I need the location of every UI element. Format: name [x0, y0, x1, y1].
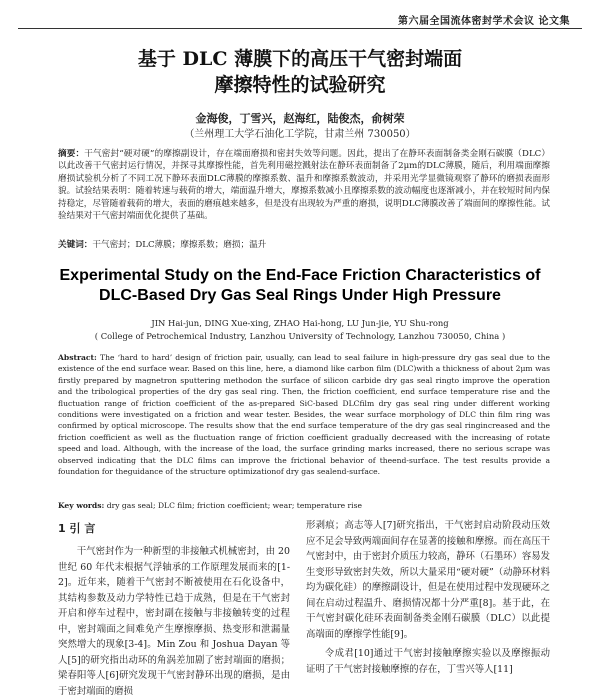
- keywords-cn: [58, 239, 550, 251]
- abstract-cn-text: 干气密封“硬对硬”的摩擦副设计，存在端面磨损和密封失效等问题。因此，提出了在静环表面制备类金刚石碳膜（DLC）以此改善干气密封运行情况，并探寻其摩擦性能，首先利用磁控溅射法在静环表面制备了2μm的DLC薄膜，随后，利用端面摩擦磨损试验机分析了不同工况下静环表面DLC薄膜的摩擦系数、温升和摩擦系数波动，并采用光学显微镜观察了静环的磨损表面形貌。试验结果表明：随着转速与载荷的增大，端面温升增大，摩擦系数减小且摩擦系数的波动幅度也逐渐减小，并在较短时间内保持稳定，尽管随着载荷的增大，表面的磨痕越来越多，但是没有出现较为严重的磨损，说明DLC薄膜改善了端面间的摩擦性能。试验结果对干气密封端面优化提供了基础。: [58, 149, 550, 222]
- abstract-en: [58, 352, 550, 477]
- body-paragraph: 干气密封作为一种新型的非接触式机械密封，由 20 世纪 60 年代末根据气浮轴承的工作原理发展而来的[1-2]。近年来，随着干气密封不断被使用在石化设备中，其结构参数及动力学特性已趋于成熟，但是在干气密封开启和停车过程中，密封副在接触与非接触转变的过程中，密封端面之间难免产生摩擦摩损、热变形和泄漏量突然增大的现象[3-4]。Min Zou 和 Joshua Dayan 等人[5]的研究指出动环的角涡差加剧了密封端面的磨损；梁春阳等人[6]研究发现干气密封静环出现的磨损，是由于密封端面的磨损: [58, 546, 290, 697]
- header-rule: [18, 28, 582, 29]
- title-cn-line-1: 基于 DLC 薄膜下的高压干气密封端面: [137, 48, 463, 70]
- body-paragraph: 令成君[10]通过干气密封接触摩擦实验以及摩擦振动证明了干气密封接触摩擦的存在，丁雪兴等人[11]: [306, 648, 550, 675]
- title-cn-line-2: 摩擦特性的试验研究: [214, 74, 386, 96]
- abstract-cn: [58, 148, 550, 222]
- running-head: 第六届全国流体密封学术会议 论文集: [398, 16, 570, 27]
- abstract-cn-label: 摘要：: [58, 149, 85, 159]
- body-column-right: [306, 518, 550, 677]
- body-column-left: [58, 522, 290, 699]
- title-cn: [0, 46, 600, 98]
- title-en-line-1: Experimental Study on the End-Face Friction Characteristics of: [59, 267, 541, 284]
- body-paragraph-continued: 形剥痕；高志等人[7]研究指出，干气密封启动阶段动压效应不足会导致两端面间存在显著的接触和摩擦。而在高压干气密封中，由于密封介质压力较高，静环（石墨环）容易发生变形导致密封失效，所以大量采用“硬对硬”（动静环材料均为碳化硅）的摩擦副设计，但是在使用过程中发现硬环之间在启动过程温升、磨损情况都十分严重[8]。基于此，在干气密封碳化硅环表面制备类金刚石碳膜（DLC）以此提高端面的摩擦学性能[9]。: [306, 520, 550, 640]
- abstract-en-label: Abstract:: [58, 353, 97, 362]
- affiliation-cn: （兰州理工大学石油化工学院，甘肃兰州 730050）: [184, 129, 416, 140]
- authors-cn: 金海俊，丁雪兴，赵海红，陆俊杰，俞树荣: [195, 112, 405, 125]
- keywords-en: [58, 500, 550, 511]
- keywords-en-text: dry gas seal; DLC film; friction coefficient; wear; temperature rise: [106, 501, 362, 510]
- title-en-line-2: DLC-Based Dry Gas Seal Rings Under High Pressure: [99, 287, 501, 304]
- keywords-cn-label: 关键词：: [58, 240, 93, 250]
- affiliation-en: ( College of Petrochemical Industry, Lanzhou University of Technology, Lanzhou 730050, China ): [94, 331, 506, 341]
- keywords-en-label: Key words:: [58, 501, 105, 510]
- abstract-en-text: The ‘hard to hard’ design of friction pair, usually, can lead to seal failure in high-pressure dry gas seal due to the existence of the end surface wear. Based on this line, here, a diamond like carbon film (DLC)with a thickness of about 2μm was firstly prepared by magnetron sputtering methodon the surface of silicon carbide dry gas seal ringto improve the operation and the tribological properties of the dry gas seal ring. Then, the friction coefficient, end surface temperature rise and the fluctuation range of friction coefficient of the as-prepared SiC-based DLCfilm dry gas seal ring under different working conditions were investigated on a friction and wear tester. Besides, the wear surface morphology of DLC thin film ring was confirmed by optical microscope. The results show that the end surface temperature of the dry gas seal ringincreased and the friction coefficient as well as the fluctuation range of friction coefficient gradually decreased with the increasing of rotate speed and load. Although, with the increase of the load, the surface grinding marks increased, there no serious scrape was observed indicating that the DLC films can improve the frictional behavior of theend-surface. The test results provide a foundation for theguidance of the structure optimizationof dry gas sealend-surface.: [58, 353, 550, 477]
- title-en: [0, 266, 600, 306]
- authors-en: JIN Hai-jun, DING Xue-xing, ZHAO Hai-hong, LU Jun-jie, YU Shu-rong: [151, 318, 449, 328]
- section-heading-introduction: 1 引 言: [58, 522, 96, 535]
- keywords-cn-text: 干气密封；DLC薄膜；摩擦系数；磨损；温升: [92, 240, 267, 250]
